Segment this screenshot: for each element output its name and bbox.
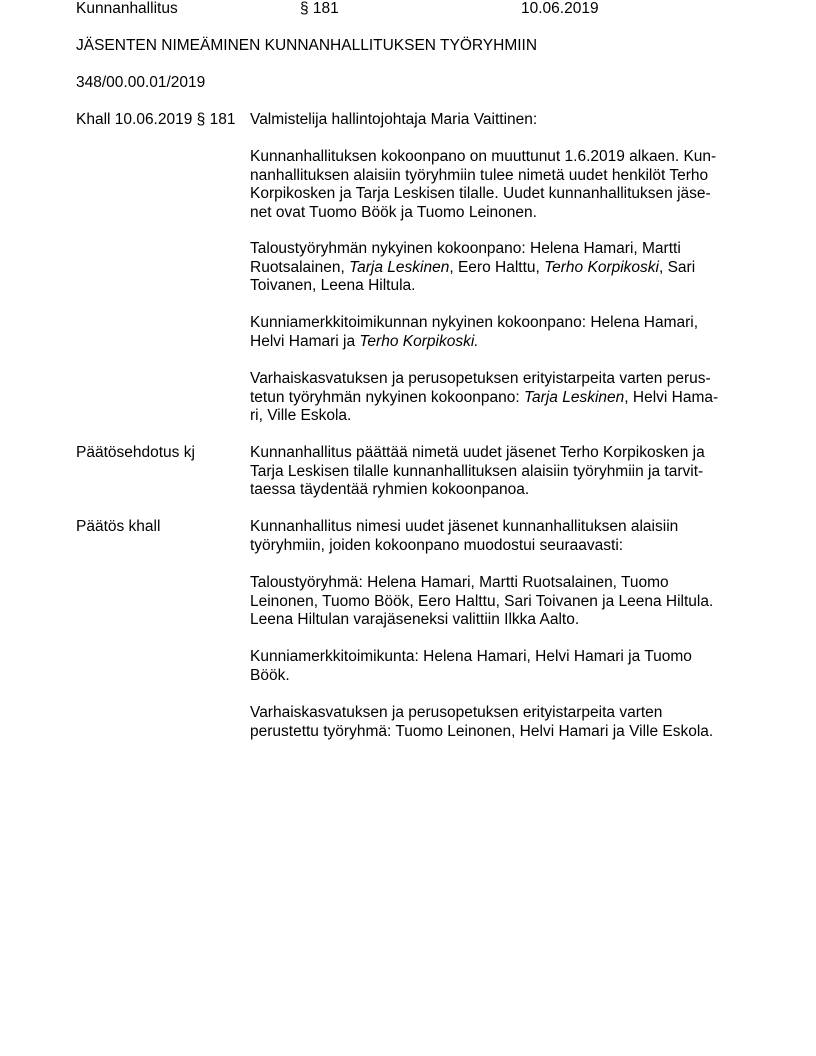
preparation-label: Khall 10.06.2019 § 181 [76,111,236,128]
text-line: net ovat Tuomo Böök ja Tuomo Leinonen. [250,203,537,221]
text-line: nanhallituksen alaisiin työryhmiin tulee nimetä uudet henkilöt Terho [250,166,709,184]
preparer-line: Valmistelija hallintojohtaja Maria Vaittinen: [250,111,538,128]
decision-paragraph-2 [250,574,750,630]
text-line: Taloustyöryhmän nykyinen kokoonpano: Helena Hamari, Martti [250,240,681,257]
text-run: , Helvi Hama- [624,388,719,406]
text-line: Korpikosken ja Tarja Leskisen tilalle. Uudet kunnanhallituksen jäse- [250,185,711,202]
text-line [250,333,750,352]
text-run: tetun työryhmän nykyinen kokoonpano: [250,388,525,406]
text-line: Kunniamerkkitoimikunta: Helena Hamari, Helvi Hamari ja Tuomo [250,648,692,665]
text-run: , Sari [658,258,696,276]
text-line: Leena Hiltulan varajäseneksi valittiin Ilkka Aalto. [250,611,580,628]
decision-label: Päätös khall [76,518,161,535]
text-line: Varhaiskasvatuksen ja perusopetuksen erityistarpeita varten [250,704,663,721]
document-title: JÄSENTEN NIMEÄMINEN KUNNANHALLITUKSEN TYÖRYHMIIN [76,37,538,54]
italic-name: Terho Korpikoski. [359,332,479,350]
text-run: Ruotsalainen, [250,258,350,276]
italic-name: Tarja Leskinen [524,388,625,406]
decision-paragraph-1 [250,518,750,555]
text-line: Kunnanhallitus päättää nimetä uudet jäsenet Terho Korpikosken ja [250,444,705,461]
text-line: työryhmiin, joiden kokoonpano muodostui seuraavasti: [250,536,624,554]
text-line: Kunnanhallituksen kokoonpano on muuttunut 1.6.2019 alkaen. Kun- [250,148,717,165]
italic-name: Tarja Leskinen [349,258,450,276]
text-line: Taloustyöryhmä: Helena Hamari, Martti Ruotsalainen, Tuomo [250,574,669,591]
text-run: Helvi Hamari ja [250,332,360,350]
text-line [250,389,750,408]
text-line: Tarja Leskisen tilalle kunnanhallituksen alaisiin työryhmiin ja tarvit- [250,462,704,480]
text-line: Varhaiskasvatuksen ja perusopetuksen erityistarpeita varten perus- [250,370,711,387]
text-line: Leinonen, Tuomo Böök, Eero Halttu, Sari Toivanen ja Leena Hiltula. [250,592,714,610]
header-organ: Kunnanhallitus [76,0,178,17]
text-line [250,259,750,278]
header-section: § 181 [300,0,339,17]
preparation-paragraph-2 [250,240,750,296]
text-line: Böök. [250,666,290,684]
text-run: , Eero Halttu, [449,258,545,276]
decision-paragraph-4 [250,704,750,741]
preparation-paragraph-4 [250,370,750,426]
proposal-label: Päätösehdotus kj [76,444,195,461]
text-line: Kunniamerkkitoimikunnan nykyinen kokoonpano: Helena Hamari, [250,314,699,331]
header-date: 10.06.2019 [521,0,599,17]
text-line: Kunnanhallitus nimesi uudet jäsenet kunnanhallituksen alaisiin [250,518,679,535]
proposal-paragraph [250,444,750,500]
text-line: taessa täydentää ryhmien kokoonpanoa. [250,481,530,498]
decision-paragraph-3 [250,648,750,685]
italic-name: Terho Korpikoski [544,258,659,276]
record-number: 348/00.00.01/2019 [76,74,206,91]
preparation-paragraph-3 [250,314,750,351]
preparation-paragraph-1 [250,148,750,222]
text-line: Toivanen, Leena Hiltula. [250,277,416,294]
text-line: ri, Ville Eskola. [250,407,352,424]
text-line: perustettu työryhmä: Tuomo Leinonen, Helvi Hamari ja Ville Eskola. [250,722,714,740]
